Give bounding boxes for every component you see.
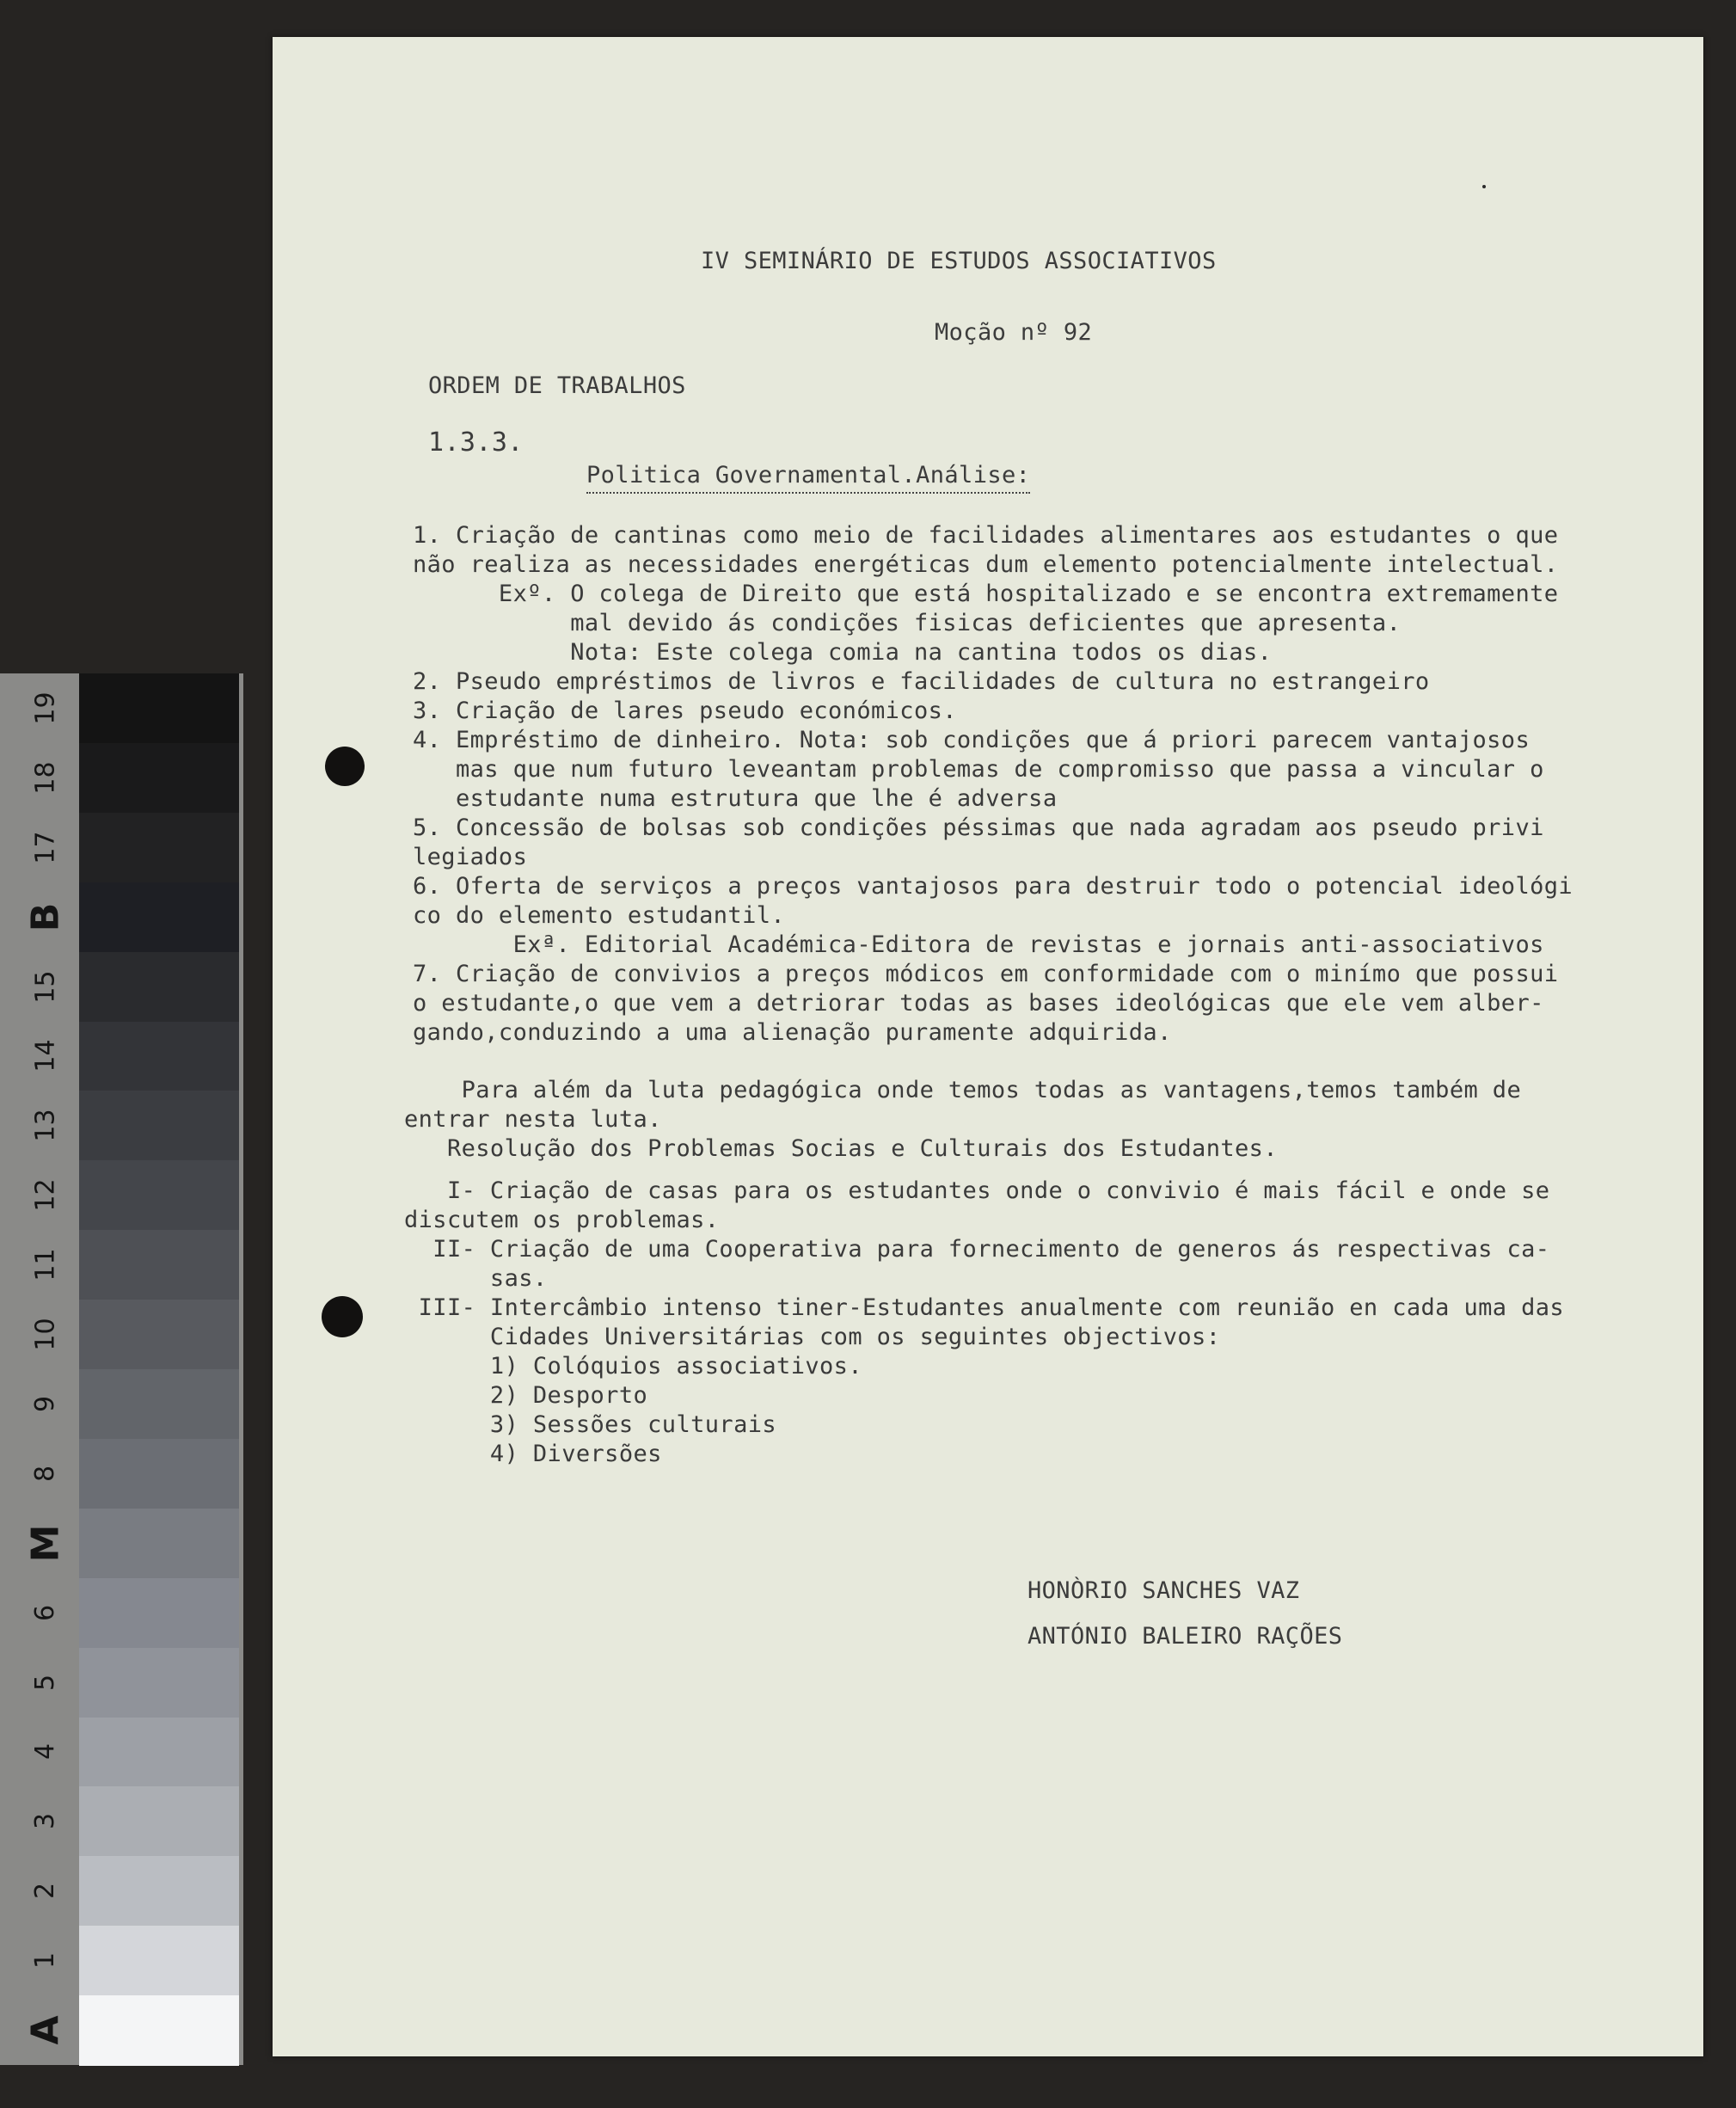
- scale-number: 14: [30, 1039, 61, 1073]
- gray-patch: [79, 1369, 239, 1440]
- gray-patch: [79, 1509, 239, 1579]
- scale-number: 10: [30, 1318, 61, 1351]
- punch-hole-top: [325, 747, 365, 786]
- body-line: 6. Oferta de serviços a preços vantajosos para destruir todo o potencial ideológi: [413, 873, 1573, 900]
- resolution-line: discutem os problemas.: [404, 1207, 720, 1233]
- body-line: 4. Empréstimo de dinheiro. Nota: sob condições que á priori parecem vantajosos: [413, 727, 1531, 753]
- scale-number: 9: [30, 1395, 61, 1412]
- scale-number: 3: [30, 1813, 61, 1830]
- body-line: 1. Criação de cantinas como meio de facilidades alimentares aos estudantes o que: [413, 522, 1559, 549]
- resolution-line: III- Intercâmbio intenso tiner-Estudantes anualmente com reunião en cada uma das: [404, 1294, 1565, 1321]
- scale-number: 13: [30, 1109, 61, 1142]
- gray-patch: [79, 882, 239, 953]
- section-subtitle: Politica Governamental.Análise:: [586, 461, 1030, 494]
- resolution-line: Cidades Universitárias com os seguintes objectivos:: [404, 1324, 1221, 1350]
- scale-number: 5: [30, 1674, 61, 1691]
- resolution-line: II- Criação de uma Cooperativa para fornecimento de generos ás respectivas ca-: [404, 1236, 1550, 1263]
- gray-patch: [79, 1856, 239, 1927]
- gray-patch: [79, 673, 239, 744]
- gray-patch: [79, 1926, 239, 1996]
- scale-number: M: [23, 1524, 68, 1563]
- paragraph-text: [404, 1076, 1521, 1164]
- paragraph-line: entrar nesta luta.: [404, 1106, 662, 1133]
- gray-patch: [79, 1786, 239, 1857]
- body-line: 3. Criação de lares pseudo económicos.: [413, 698, 957, 724]
- scale-number: 6: [30, 1604, 61, 1621]
- resolution-line: 3) Sessões culturais: [404, 1411, 777, 1438]
- resolution-line: 2) Desporto: [404, 1382, 648, 1409]
- scale-number: 8: [30, 1465, 61, 1482]
- scale-number: 18: [30, 761, 61, 795]
- body-line: co do elemento estudantil.: [413, 902, 786, 929]
- gray-patch: [79, 1160, 239, 1231]
- resolutions-text: [404, 1177, 1564, 1469]
- body-line: mas que num futuro leveantam problemas de compromisso que passa a vincular o: [413, 756, 1544, 783]
- scale-number: 15: [30, 969, 61, 1004]
- gray-patch: [79, 952, 239, 1023]
- paragraph-line: Para além da luta pedagógica onde temos todas as vantagens,temos também de: [404, 1077, 1522, 1103]
- body-text: [413, 521, 1573, 1048]
- agenda-label: ORDEM DE TRABALHOS: [428, 372, 686, 399]
- body-line: o estudante,o que vem a detriorar todas as bases ideológicas que ele vem alber-: [413, 990, 1544, 1017]
- resolution-line: 1) Colóquios associativos.: [404, 1353, 862, 1380]
- body-line: 5. Concessão de bolsas sob condições péssimas que nada agradam aos pseudo privi: [413, 814, 1544, 841]
- body-line: gando,conduzindo a uma alienação puramente adquirida.: [413, 1019, 1172, 1046]
- body-line: estudante numa estrutura que lhe é adversa: [413, 785, 1058, 812]
- scale-number: A: [23, 2015, 68, 2045]
- color-scale-card: [0, 673, 243, 2065]
- gray-patch: [79, 813, 239, 883]
- signature-2: ANTÓNIO BALEIRO RAÇÕES: [1027, 1623, 1343, 1650]
- body-line: 7. Criação de convivios a preços módicos em conformidade com o minímo que possui: [413, 961, 1559, 987]
- resolution-line: 4) Diversões: [404, 1441, 662, 1467]
- body-line: Exª. Editorial Académica-Editora de revistas e jornais anti-associativos: [413, 931, 1544, 958]
- gray-patch: [79, 1718, 239, 1788]
- paper-speck: [1482, 185, 1486, 188]
- scale-number: 2: [30, 1883, 61, 1900]
- scale-number: 1: [30, 1952, 61, 1970]
- gray-patch: [79, 1648, 239, 1718]
- gray-patch: [79, 1995, 239, 2066]
- resolution-line: sas.: [404, 1265, 548, 1292]
- scale-number: 12: [30, 1178, 61, 1212]
- scale-number: 4: [30, 1743, 61, 1761]
- gray-scale-strip: [79, 673, 239, 2065]
- body-line: Nota: Este colega comia na cantina todos os dias.: [413, 639, 1273, 666]
- gray-patch: [79, 1091, 239, 1161]
- body-line: Exº. O colega de Direito que está hospitalizado e se encontra extremamente: [413, 581, 1559, 607]
- punch-hole-bottom: [322, 1296, 363, 1337]
- body-line: legiados: [413, 844, 528, 870]
- document-title: IV SEMINÁRIO DE ESTUDOS ASSOCIATIVOS: [701, 248, 1217, 274]
- motion-number: Moção nº 92: [935, 319, 1093, 346]
- body-line: 2. Pseudo empréstimos de livros e facilidades de cultura no estrangeiro: [413, 668, 1430, 695]
- scale-number: 19: [30, 691, 61, 725]
- body-line: mal devido ás condições fisicas deficientes que apresenta.: [413, 610, 1402, 636]
- paragraph-line: Resolução dos Problemas Socias e Culturais dos Estudantes.: [404, 1135, 1278, 1162]
- scale-number: 17: [30, 831, 61, 864]
- gray-patch: [79, 743, 239, 814]
- signature-1: HONÒRIO SANCHES VAZ: [1027, 1577, 1300, 1604]
- scale-number: 11: [30, 1248, 61, 1281]
- document-page: [273, 37, 1703, 2056]
- resolution-line: I- Criação de casas para os estudantes onde o convivio é mais fácil e onde se: [404, 1177, 1550, 1204]
- gray-patch: [79, 1578, 239, 1649]
- scale-number: B: [23, 902, 68, 931]
- gray-patch: [79, 1300, 239, 1370]
- gray-patch: [79, 1230, 239, 1300]
- gray-patch: [79, 1022, 239, 1092]
- body-line: não realiza as necessidades energéticas dum elemento potencialmente intelectual.: [413, 551, 1559, 578]
- gray-patch: [79, 1439, 239, 1509]
- section-number: 1.3.3.: [428, 427, 524, 458]
